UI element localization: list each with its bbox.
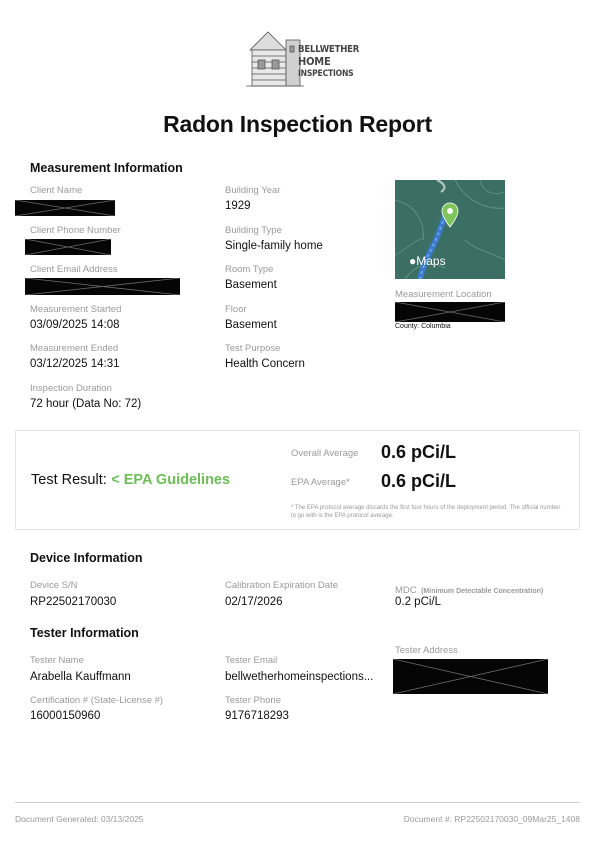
document-number: Document #: RP22502170030_09Mar25_1408 [403, 814, 580, 824]
footer-divider [15, 802, 580, 803]
measurement-started-label: Measurement Started [30, 304, 122, 315]
epa-protocol-note: * The EPA protocol average discards the first four hours of the deployment period. The official number to go with is the EPA protocol average. [291, 505, 561, 519]
logo-line-1: BELLWETHER [298, 44, 360, 55]
client-email-label: Client Email Address [30, 264, 118, 275]
building-type-label: Building Type [225, 225, 282, 236]
measurement-ended-value: 03/12/2025 14:31 [30, 358, 120, 370]
inspection-duration-label: Inspection Duration [30, 383, 112, 394]
document-generated: Document Generated: 03/13/2025 [15, 814, 144, 824]
maps-attribution: ●Maps [409, 254, 446, 268]
tester-address-label: Tester Address [395, 645, 458, 656]
test-result-line [31, 471, 230, 489]
building-type-value: Single-family home [225, 240, 323, 252]
building-year-label: Building Year [225, 185, 281, 196]
test-result-panel [15, 430, 580, 530]
test-result-value: < EPA Guidelines [111, 472, 231, 488]
client-phone-redaction [25, 239, 111, 255]
house-sketch-icon [246, 20, 306, 92]
test-result-label: Test Result: [31, 472, 107, 488]
measurement-started-value: 03/09/2025 14:08 [30, 319, 120, 331]
test-purpose-value: Health Concern [225, 358, 305, 370]
tester-name-value: Arabella Kauffmann [30, 671, 131, 683]
county-value: County: Columbia [395, 323, 451, 330]
device-section-title: Device Information [30, 551, 143, 565]
measurement-location-label: Measurement Location [395, 289, 492, 300]
certification-value: 16000150960 [30, 710, 101, 722]
tester-address-redaction [393, 659, 548, 694]
apple-logo-icon: ● [409, 254, 417, 268]
mdc-label: MDC [395, 585, 417, 596]
floor-value: Basement [225, 319, 277, 331]
epa-average-value: 0.6 pCi/L [381, 471, 457, 491]
client-phone-label: Client Phone Number [30, 225, 121, 236]
room-type-value: Basement [225, 279, 277, 291]
overall-average-label: Overall Average [291, 448, 359, 459]
client-email-redaction [25, 278, 180, 295]
client-name-label: Client Name [30, 185, 83, 196]
inspection-duration-value: 72 hour (Data No: 72) [30, 398, 142, 410]
room-type-label: Room Type [225, 264, 274, 275]
page-title: Radon Inspection Report [163, 111, 432, 137]
mdc-sub-label: (Minimum Detectable Concentration) [421, 588, 544, 595]
logo-line-3: INSPECTIONS [298, 69, 354, 79]
map-pin-icon [441, 202, 459, 228]
logo-line-2: HOME [298, 55, 331, 68]
test-purpose-label: Test Purpose [225, 343, 281, 354]
device-sn-label: Device S/N [30, 580, 78, 591]
overall-average-value: 0.6 pCi/L [381, 442, 457, 462]
mdc-value: 0.2 pCi/L [395, 596, 442, 608]
measurement-location-redaction [395, 302, 505, 322]
building-year-value: 1929 [225, 200, 251, 212]
company-logo [246, 20, 360, 92]
tester-name-label: Tester Name [30, 655, 84, 666]
floor-label: Floor [225, 304, 247, 315]
device-sn-value: RP22502170030 [30, 596, 117, 608]
tester-email-value: bellwetherhomeinspections... [225, 671, 374, 683]
tester-email-label: Tester Email [225, 655, 278, 666]
tester-section-title: Tester Information [30, 626, 139, 640]
calibration-value: 02/17/2026 [225, 596, 283, 608]
measurement-section-title: Measurement Information [30, 161, 183, 175]
tester-phone-label: Tester Phone [225, 695, 281, 706]
tester-phone-value: 9176718293 [225, 710, 289, 722]
measurement-ended-label: Measurement Ended [30, 343, 119, 354]
client-name-redaction [15, 200, 115, 216]
epa-average-label: EPA Average* [291, 477, 350, 488]
location-map[interactable] [395, 180, 505, 279]
calibration-label: Calibration Expiration Date [225, 580, 339, 591]
certification-label: Certification # (State-License #) [30, 695, 164, 706]
